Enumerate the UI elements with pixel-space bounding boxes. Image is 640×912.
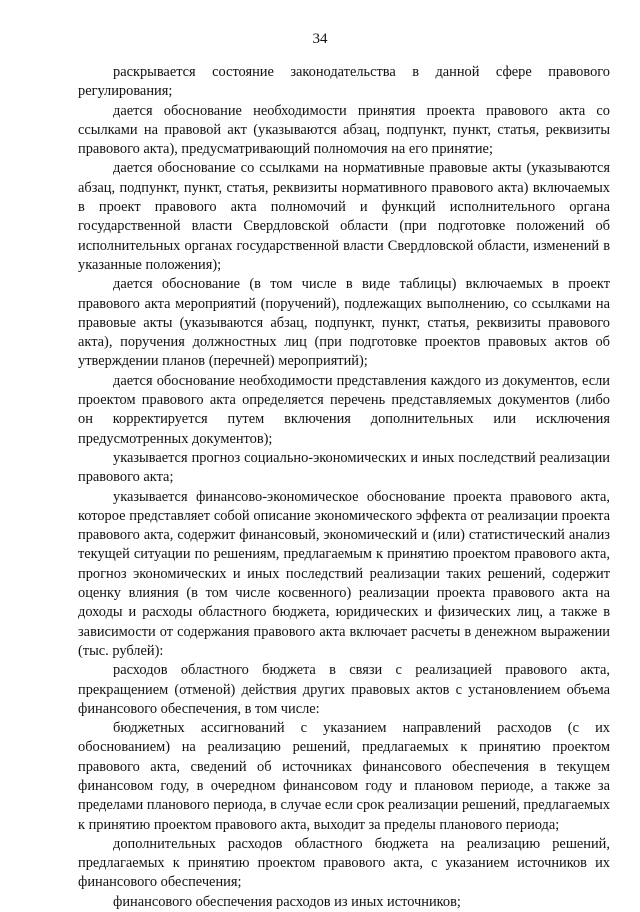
paragraph-legislation-state: раскрывается состояние законодательства в данной сфере правового регулирования; — [78, 64, 610, 100]
paragraph-other-sources: финансового обеспечения расходов из иных источников; — [113, 893, 461, 910]
page-number: 34 — [312, 31, 328, 47]
document-body — [78, 63, 610, 912]
paragraph-powers-justification: дается обоснование со ссылками на нормативные правовые акты (указываются абзац, подпункт, пункт, статья, реквизиты нормативного правового акта) включаемых в проект правового акта полномочий и функций исполнительного органа государственной власти Свердловской области (при подготовке положений об исполнительных органах государственной власти Свердловской области, изменений в указанные положения); — [78, 160, 610, 273]
paragraph-financial-justification: указывается финансово-экономическое обоснование проекта правового акта, которое представляет собой описание экономического эффекта от реализации проекта правового акта, содержит финансовый, экономический и (или) статистический анализ текущей ситуации по решениям, предлагаемым к принятию проектом правового акта, прогноз экономических и иных последствий реализации таких решений, содержит оценку влияния (в том числе косвенного) реализации проекта правового акта на доходы и расходы областного бюджета, юридических и физических лиц, а также в зависимости от содержания правового акта включает расчеты в денежном выражении (тыс. рублей): — [78, 488, 610, 659]
paragraph-budget-allocations: бюджетных ассигнований с указанием направлений расходов (с их обоснованием) на реализацию решений, предлагаемых к принятию проектом правового акта, сведений об источниках финансового обеспечения в текущем финансовом году, в очередном финансовом году и плановом периоде, а также за пределами планового периода, в случае если срок реализации решений, предлагаемых к принятию проектом правового акта, выходит за пределы планового периода; — [78, 720, 610, 833]
paragraph-budget-expenses: расходов областного бюджета в связи с реализацией правового акта, прекращением (отменой) действия других правовых актов с установлением объема финансового обеспечения, в том числе: — [78, 662, 610, 717]
paragraph-adoption-justification: дается обоснование необходимости принятия проекта правового акта со ссылками на правовой акт (указываются абзац, подпункт, пункт, статья, реквизиты правового акта), предусматривающий полномочия на его принятие; — [78, 102, 610, 158]
paragraph-forecast: указывается прогноз социально-экономических и иных последствий реализации правового акта; — [78, 449, 610, 486]
paragraph-additional-expenses: дополнительных расходов областного бюджета на реализацию решений, предлагаемых к принятию проектом правового акта, с указанием источников их финансового обеспечения; — [78, 835, 610, 891]
paragraph-measures-justification: дается обоснование (в том числе в виде таблицы) включаемых в проект правового акта мероприятий (поручений), подлежащих выполнению, со ссылками на правовые акты (указываются абзац, подпункт, пункт, статья, реквизиты правового акта), поручения должностных лиц (при подготовке проектов правовых актов об утверждении планов (перечней) мероприятий); — [78, 276, 610, 370]
paragraph-documents-justification: дается обоснование необходимости представления каждого из документов, если проектом правового акта определяется перечень представляемых документов (либо он корректируется путем включения дополнительных или исключения предусмотренных документов); — [78, 372, 610, 447]
